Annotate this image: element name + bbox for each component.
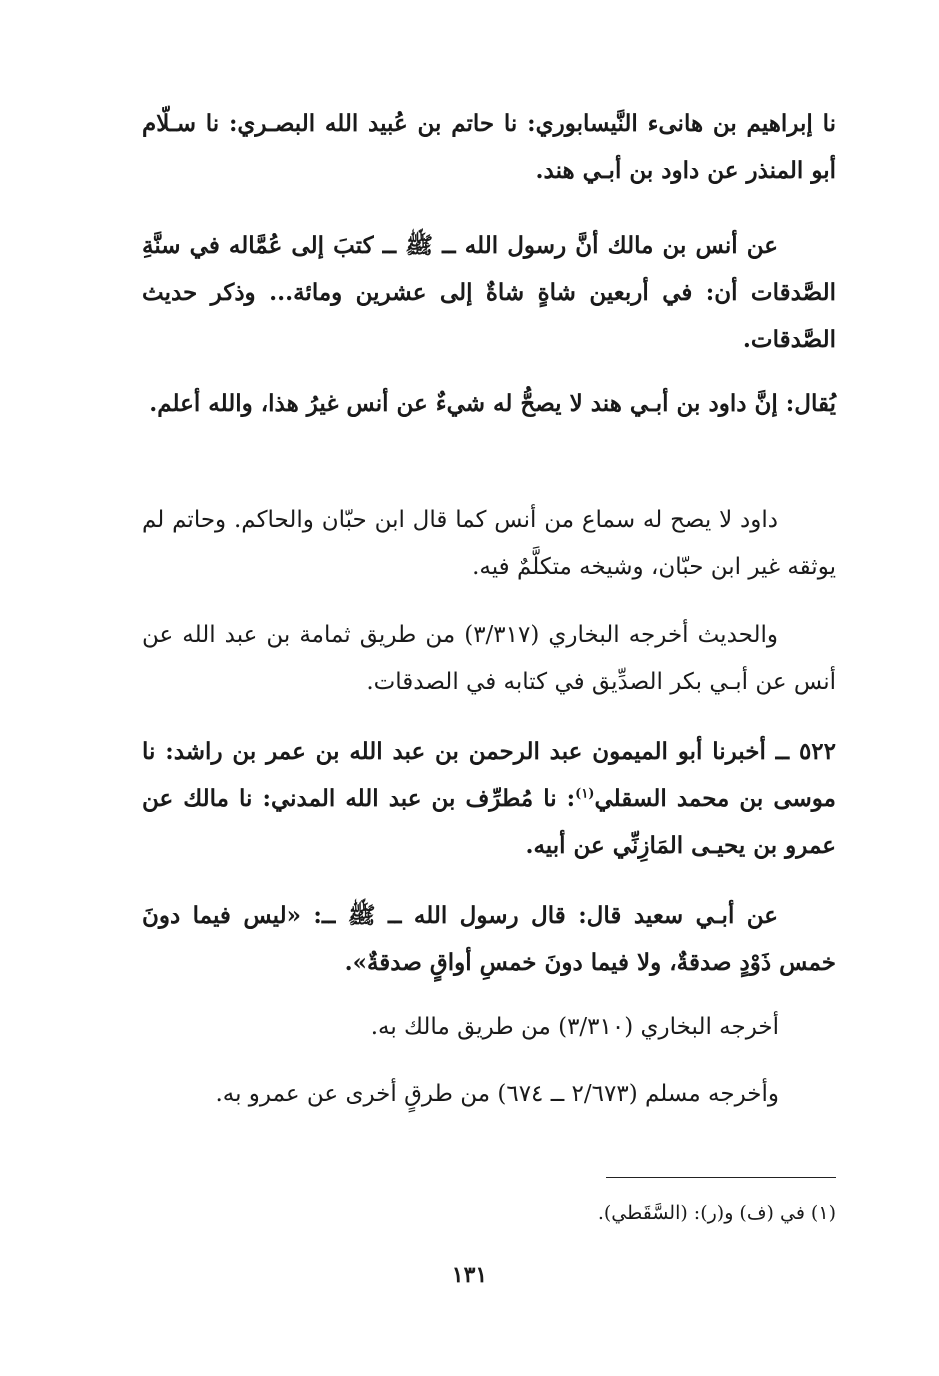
- footnote-text: (١) في (ف) و(ر): (السَّقَطي).: [597, 1202, 836, 1224]
- paragraph-takhrij-muslim: وأخرجه مسلم (٢/٦٧٣ ــ ٦٧٤) من طرقٍ أخرى عن عمرو به.: [215, 1081, 779, 1107]
- paragraph-isnad-522: [142, 728, 836, 869]
- paragraph-hadith-anas: عن أنس بن مالك أنَّ رسول الله ــ ﷺ ــ كتبَ إلى عُمَّاله في سنَّةِ الصَّدقات أن: في أربعين شاةٍ شاةٌ إلى عشرين ومائة... وذكر حديث الصَّدقات.: [142, 232, 837, 353]
- paragraph-hadith-abu-said: عن أبـي سعيد قال: قال رسول الله ــ ﷺ ــ: «ليس فيما دونَ خمس ذَوْدٍ صدقةٌ، ولا فيما دونَ خمسِ أواقٍ صدقةٌ».: [142, 902, 836, 976]
- paragraph-takhrij-bukhari: أخرجه البخاري (٣/٣١٠) من طريق مالك به.: [370, 1014, 779, 1040]
- footnote-divider: [606, 1177, 836, 1178]
- page-number: ١٣١: [451, 1262, 488, 1288]
- paragraph-commentary-1: داود لا يصح له سماع من أنس كما قال ابن حبّان والحاكم. وحاتم لم يوثقه غير ابن حبّان، وشيخه متكلَّمٌ فيه.: [142, 507, 836, 580]
- paragraph-isnad-1: نا إبراهيم بن هانىء النَّيسابوري: نا حاتم بن عُبيد الله البصـري: نا سـلّام أبو المنذر عن داود بن أبـي هند.: [142, 110, 836, 184]
- footnote-reference: (١): [575, 786, 595, 802]
- paragraph-commentary-2: والحديث أخرجه البخاري (٣/٣١٧) من طريق ثمامة بن عبد الله عن أنس عن أبـي بكر الصدِّيق في كتابه في الصدقات.: [142, 622, 836, 695]
- isnad-522-text-end: : نا مُطرِّف بن عبد الله المدني: نا مالك عن عمرو بن يحيـى المَازِنِّي عن أبيه.: [142, 785, 836, 859]
- paragraph-note-dawud: يُقال: إنَّ داود بن أبـي هند لا يصحُّ له شيءٌ عن أنس غيرُ هذا، والله أعلم.: [149, 390, 836, 417]
- isnad-522-text-start: ٥٢٢ ــ أخبرنا أبو الميمون عبد الرحمن بن عبد الله بن عمر بن راشد: نا موسى بن محمد السقلي: [142, 738, 836, 812]
